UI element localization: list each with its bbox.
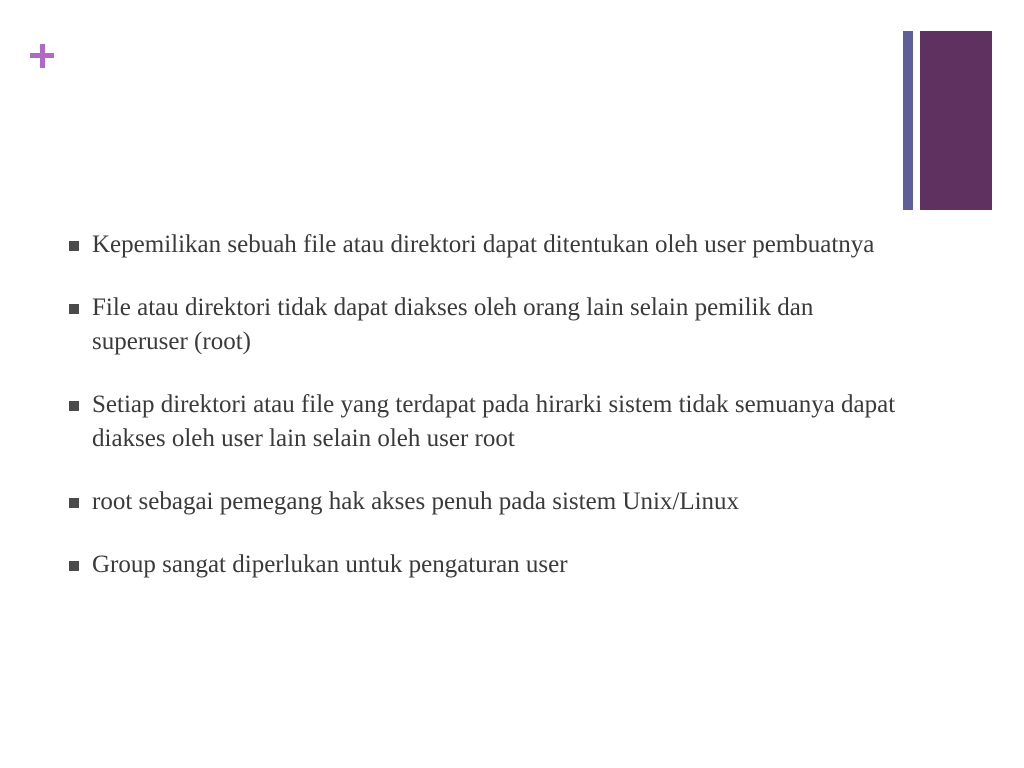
bullet-item	[68, 228, 898, 262]
accent-bar-thin	[903, 31, 913, 210]
bullet-item	[68, 548, 898, 582]
square-bullet-icon	[69, 401, 79, 411]
accent-bar-wide	[920, 31, 992, 210]
square-bullet-icon	[69, 241, 79, 251]
bullet-text: Setiap direktori atau file yang terdapat pada hirarki sistem tidak semuanya dapat diakses oleh user lain selain oleh user root	[92, 391, 896, 452]
square-bullet-icon	[69, 561, 79, 571]
bullet-item	[68, 388, 898, 456]
bullet-text: Kepemilikan sebuah file atau direktori dapat ditentukan oleh user pembuatnya	[92, 231, 875, 258]
square-bullet-icon	[69, 498, 79, 508]
bullet-item	[68, 291, 898, 359]
plus-icon-vertical	[40, 44, 45, 68]
bullet-text: File atau direktori tidak dapat diakses oleh orang lain selain pemilik dan superuser (root)	[92, 294, 814, 355]
bullet-text: Group sangat diperlukan untuk pengaturan user	[92, 551, 568, 578]
bullet-item	[68, 485, 898, 519]
plus-icon	[28, 42, 56, 70]
square-bullet-icon	[69, 304, 79, 314]
bullet-text: root sebagai pemegang hak akses penuh pada sistem Unix/Linux	[92, 488, 740, 515]
bullet-list	[68, 228, 898, 611]
